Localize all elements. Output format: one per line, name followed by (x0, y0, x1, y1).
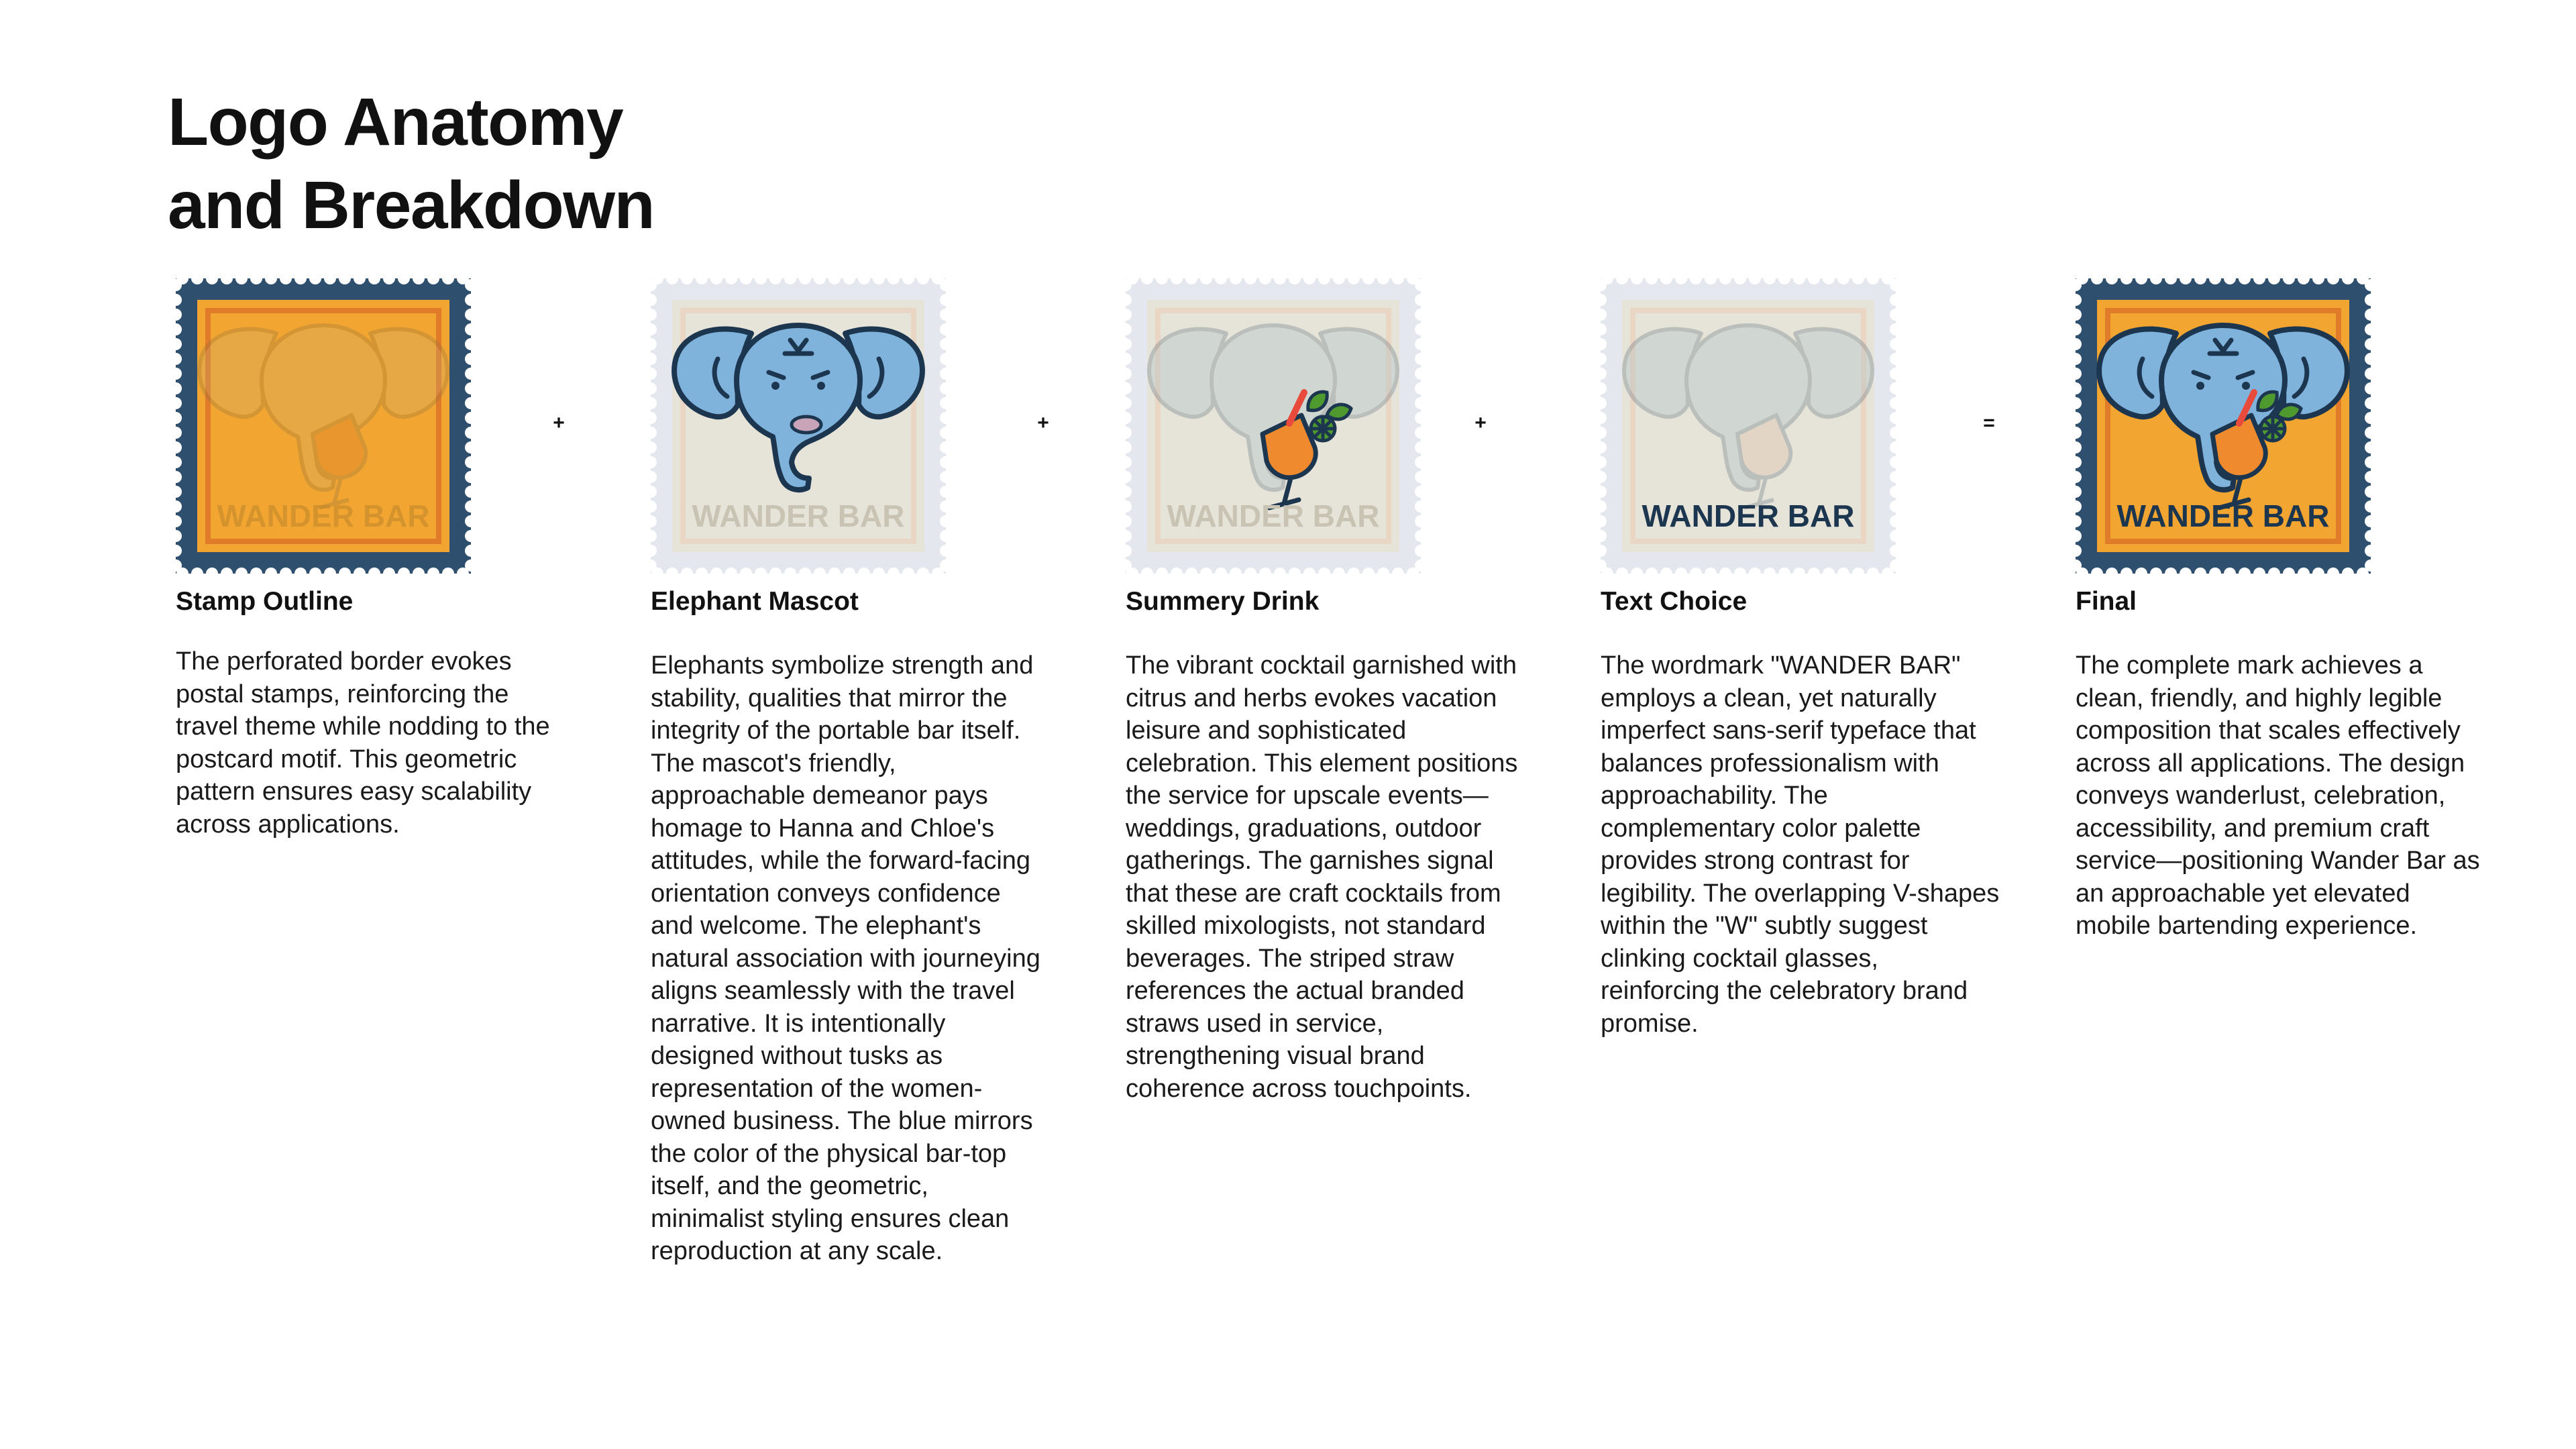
page-title-line-2: and Breakdown (168, 168, 655, 243)
stamp-wordmark: WANDER BAR (692, 498, 905, 533)
elephant-mascot-label: Elephant Mascot (651, 587, 859, 616)
stamp-outline-description: The perforated border evokes postal stamps, reinforcing the travel theme while nodding to the postcard motif. This geometric pattern ensures easy scalability across applications. (176, 647, 550, 839)
wordmark-text-icon (1601, 278, 1896, 574)
final-description: The complete mark achieves a clean, friendly, and highly legible composition that scales effectively across all applications. The design conveys wanderlust, celebration, accessibility, and premium craft service—positioning Wander Bar as an approachable yet elevated mobile bartending experience. (2076, 651, 2480, 940)
stamp-wordmark: WANDER BAR (1167, 498, 1380, 533)
summery-drink-label: Summery Drink (1126, 587, 1320, 616)
stamp-outline-icon (176, 278, 471, 574)
plus-operator: + (1037, 412, 1049, 434)
elephant-mascot-icon (651, 278, 946, 574)
summery-drink-description: The vibrant cocktail garnished with citrus and herbs evokes vacation leisure and sophisticated celebration. This element positions the service for upscale events—weddings, graduations, outdoor gatherings. The garnishes signal that these are craft cocktails from skilled mixologists, not standard beverages. The striped straw references the actual branded straws used in service, strengthening visual brand coherence across touchpoints. (1126, 651, 1518, 1103)
page-title (168, 80, 654, 247)
stamp-wordmark: WANDER BAR (217, 498, 430, 533)
stamp-wordmark: WANDER BAR (1642, 498, 1855, 533)
text-choice-description: The wordmark "WANDER BAR" employs a clean, yet naturally imperfect sans-serif typeface that balances professionalism with approachability. The complementary color palette provides strong contrast for legibility. The overlapping V-shapes within the "W" subtly suggest clinking cocktail glasses, reinforcing the celebratory brand promise. (1601, 651, 2000, 1038)
plus-operator: + (1474, 412, 1487, 434)
text-choice-label: Text Choice (1601, 587, 1748, 616)
equals-operator: = (1983, 412, 1995, 434)
cocktail-drink-icon (1126, 278, 1421, 574)
stamp-outline-label: Stamp Outline (176, 587, 354, 616)
plus-operator: + (553, 412, 565, 434)
final-label: Final (2076, 587, 2137, 616)
final-logo-icon (2076, 278, 2371, 574)
stamp-wordmark: WANDER BAR (2116, 498, 2330, 533)
elephant-mascot-description: Elephants symbolize strength and stability, qualities that mirror the integrity of the portable bar itself. The mascot's friendly, approachable demeanor pays homage to Hanna and Chloe's attitudes, while the forward-facing orientation conveys confidence and welcome. The elephant's natural association with journeying aligns seamlessly with the travel narrative. It is intentionally designed without tusks as representation of the women-owned business. The blue mirrors the color of the physical bar-top itself, and the geometric, minimalist styling ensures clean reproduction at any scale. (651, 651, 1040, 1265)
page-title-line-1: Logo Anatomy (168, 85, 623, 160)
